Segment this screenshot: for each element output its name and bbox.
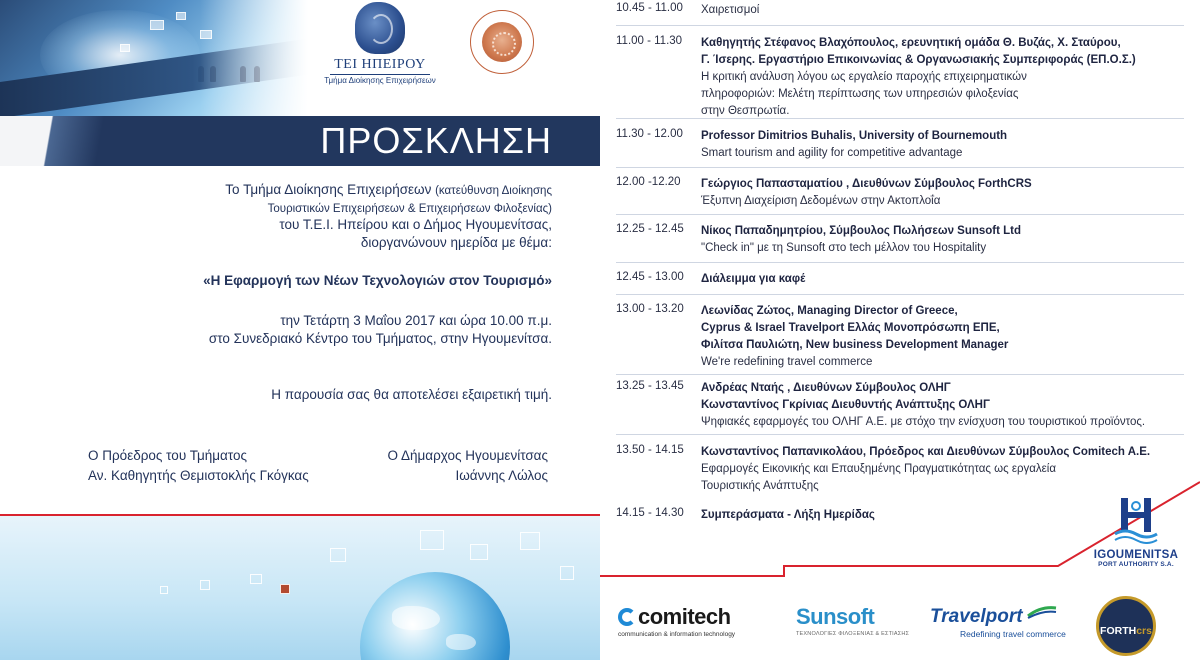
program-speaker: Ανδρέας Νταής , Διευθύνων Σύμβουλος ΟΛΗΓ: [701, 382, 951, 394]
municipality-seal-logo: [466, 6, 538, 78]
sunsoft-logo: [796, 604, 909, 650]
program-details: [701, 35, 1197, 120]
divider: [616, 118, 1184, 119]
program-topic: Ψηφιακές εφαρμογές του ΟΛΗΓ Α.Ε. με στόχο την ενίσχυση του τουριστικού προϊόντος.: [701, 416, 1146, 428]
hero-icon-tile: [120, 44, 130, 52]
divider: [616, 374, 1184, 375]
comitech-logo-tagline: communication & information technology: [618, 631, 736, 638]
travelport-logo: [930, 604, 1066, 650]
program-details: [701, 271, 1197, 288]
tei-logo-subtitle: Τμήμα Διοίκησης Επιχειρήσεων: [324, 76, 436, 85]
floating-tile: [560, 566, 574, 580]
event-date: την Τετάρτη 3 Μαΐου 2017 και ώρα 10.00 π.μ.: [280, 313, 552, 328]
event-theme: «Η Εφαρμογή των Νέων Τεχνολογιών στον Τουρισμό»: [203, 273, 552, 288]
hero-technology-image: [0, 0, 320, 118]
globe-landmass: [392, 606, 440, 630]
program-topic: "Check in" με τη Sunsoft στο tech μέλλον του Hospitality: [701, 242, 987, 254]
program-speaker: Κωνσταντίνος Γκρίνιας Διευθυντής Ανάπτυξης ΟΛΗΓ: [701, 399, 990, 411]
invitation-line: του Τ.Ε.Ι. Ηπείρου και ο Δήμος Ηγουμενίτσας,: [279, 217, 552, 232]
comitech-c-icon: [618, 608, 636, 626]
program-speaker: Λεωνίδας Ζώτος, Managing Director of Greece,: [701, 305, 958, 317]
program-time: 14.15 - 14.30: [616, 507, 684, 519]
floating-tile: [280, 584, 290, 594]
program-topic: Τουριστικής Ανάπτυξης: [701, 480, 819, 492]
program-speaker: Νίκος Παπαδημητρίου, Σύμβουλος Πωλήσεων Sunsoft Ltd: [701, 225, 1022, 237]
program-speaker: Φιλίτσα Παυλιώτη, New business Development Manager: [701, 339, 1009, 351]
port-anchor-icon: [1113, 494, 1159, 544]
invitation-organizer-detail: Τουριστικών Επιχειρήσεων & Επιχειρήσεων Φιλοξενίας): [267, 203, 552, 215]
signature-mayor-role: Ο Δήμαρχος Ηγουμενίτσας: [387, 448, 548, 463]
signature-mayor-name: Ιωάννης Λώλος: [455, 468, 548, 483]
hero-icon-tile: [176, 12, 186, 20]
globe-landmass: [446, 634, 476, 650]
page-title: ΠΡΟΣΚΛΗΣΗ: [320, 120, 552, 161]
port-logo-name: IGOUMENITSA: [1093, 549, 1179, 561]
program-topic: Έξυπνη Διαχείριση Δεδομένων στην Ακτοπλοΐα: [701, 195, 941, 207]
forthcrs-logo: [1096, 596, 1156, 642]
event-venue: στο Συνεδριακό Κέντρο του Τμήματος, στην Ηγουμενίτσα.: [208, 331, 552, 346]
program-details: [701, 223, 1197, 257]
signature-chair-name: Αν. Καθηγητής Θεμιστοκλής Γκόγκας: [88, 468, 309, 483]
divider: [616, 434, 1184, 435]
program-details: [701, 303, 1197, 371]
comitech-logo-name: comitech: [638, 604, 731, 629]
program-line: Χαιρετισμοί: [701, 4, 760, 16]
seal-emblem-icon: [482, 22, 522, 62]
program-topic: πληροφοριών: Μελέτη περίπτωσης των υπηρεσιών φιλοξενίας: [701, 88, 1019, 100]
red-accent-line: [0, 514, 600, 516]
port-logo-subtitle: PORT AUTHORITY S.A.: [1098, 561, 1174, 568]
invitation-line: [120, 181, 552, 200]
invitation-organizer-detail: (κατεύθυνση Διοίκησης: [435, 185, 552, 197]
floating-tile: [470, 544, 488, 560]
program-speaker: Γεώργιος Παπασταματίου , Διευθύνων Σύμβουλος ForthCRS: [701, 178, 1032, 190]
program-details: [701, 128, 1197, 162]
divider: [616, 262, 1184, 263]
floating-tile: [160, 586, 168, 594]
program-time: 11.00 - 11.30: [616, 35, 683, 47]
title-band-accent: [0, 116, 140, 166]
divider: [616, 214, 1184, 215]
forthcrs-globe-badge-icon: [1096, 596, 1156, 656]
tei-logo-name: ΤΕΙ ΗΠΕΙΡΟΥ: [330, 56, 430, 75]
title-band: [0, 116, 600, 166]
program-time: 12.00 -12.20: [616, 176, 681, 188]
program-topic: Εφαρμογές Εικονικής και Επαυξημένης Πραγματικότητας ως εργαλεία: [701, 463, 1056, 475]
floating-tile: [200, 580, 210, 590]
travelport-swoosh-icon: [1027, 604, 1057, 620]
program-time: 13.50 - 14.15: [616, 444, 684, 456]
program-speaker: Καθηγητής Στέφανος Βλαχόπουλος, ερευνητική ομάδα Θ. Βυζάς, Χ. Σταύρου,: [701, 37, 1121, 49]
invitation-line: διοργανώνουν ημερίδα με θέμα:: [360, 235, 552, 250]
hero-icon-tile: [150, 20, 164, 30]
hero-fade: [200, 0, 320, 118]
divider: [616, 25, 1184, 26]
honor-line: Η παρουσία σας θα αποτελέσει εξαιρετική τιμή.: [271, 387, 552, 402]
program-time: 11.30 - 12.00: [616, 128, 683, 140]
program-speaker: Κωνσταντίνος Παπανικολάου, Πρόεδρος και Διευθύνων Σύμβουλος Comitech A.E.: [701, 446, 1151, 458]
program-time: 12.45 - 13.00: [616, 271, 684, 283]
igoumenitsa-port-logo: [1086, 494, 1186, 584]
program-time: 13.00 - 13.20: [616, 303, 684, 315]
program-topic: We're redefining travel commerce: [701, 356, 873, 368]
signature-chair: [88, 446, 309, 486]
program-time: 13.25 - 13.45: [616, 380, 684, 392]
floating-tile: [330, 548, 346, 562]
sunsoft-logo-name: Sunsoft: [796, 604, 875, 629]
program-topic: στην Θεσπρωτία.: [701, 105, 790, 117]
program-time: 10.45 - 11.00: [616, 2, 683, 14]
travelport-logo-tagline: Redefining travel commerce: [960, 629, 1066, 639]
tei-head-emblem-icon: [355, 2, 405, 54]
divider: [616, 167, 1184, 168]
floating-tile: [520, 532, 540, 550]
forthcrs-logo-name: FORTH: [1100, 625, 1137, 637]
program-topic: Η κριτική ανάλυση λόγου ως εργαλείο παροχής επιχειρηματικών: [701, 71, 1027, 83]
floating-tile: [420, 530, 444, 550]
forthcrs-logo-accent: crs: [1136, 625, 1152, 637]
program-speaker: Cyprus & Israel Travelport Ελλάς Μονοπρόσωπη ΕΠΕ,: [701, 322, 1000, 334]
program-speaker: Γ. Ίσερης. Εργαστήριο Επικοινωνίας & Οργανωσιακής Συμπεριφοράς (ΕΠ.Ο.Σ.): [701, 54, 1136, 66]
program-details: [701, 176, 1197, 210]
program-details: [701, 380, 1197, 431]
program-details: [701, 2, 1197, 19]
invitation-organizer: Το Τμήμα Διοίκησης Επιχειρήσεων: [225, 182, 436, 197]
program-closing: Συμπεράσματα - Λήξη Ημερίδας: [701, 509, 875, 521]
divider: [616, 294, 1184, 295]
program-break: Διάλειμμα για καφέ: [701, 273, 806, 285]
program-topic: Smart tourism and agility for competitive advantage: [701, 147, 963, 159]
travelport-logo-name: Travelport: [930, 606, 1023, 627]
signature-mayor: [380, 446, 548, 486]
program-speaker: Professor Dimitrios Buhalis, University of Bournemouth: [701, 130, 1008, 142]
comitech-logo: [618, 604, 735, 650]
signature-chair-role: Ο Πρόεδρος του Τμήματος: [88, 448, 247, 463]
tei-epirus-logo: [322, 2, 438, 86]
program-time: 12.25 - 12.45: [616, 223, 684, 235]
sunsoft-logo-tagline: ΤΕΧΝΟΛΟΓΙΕΣ ΦΙΛΟΞΕΝΙΑΣ & ΕΣΤΙΑΣΗΣ: [796, 631, 910, 637]
globe-technology-image: [0, 514, 600, 660]
floating-tile: [250, 574, 262, 584]
